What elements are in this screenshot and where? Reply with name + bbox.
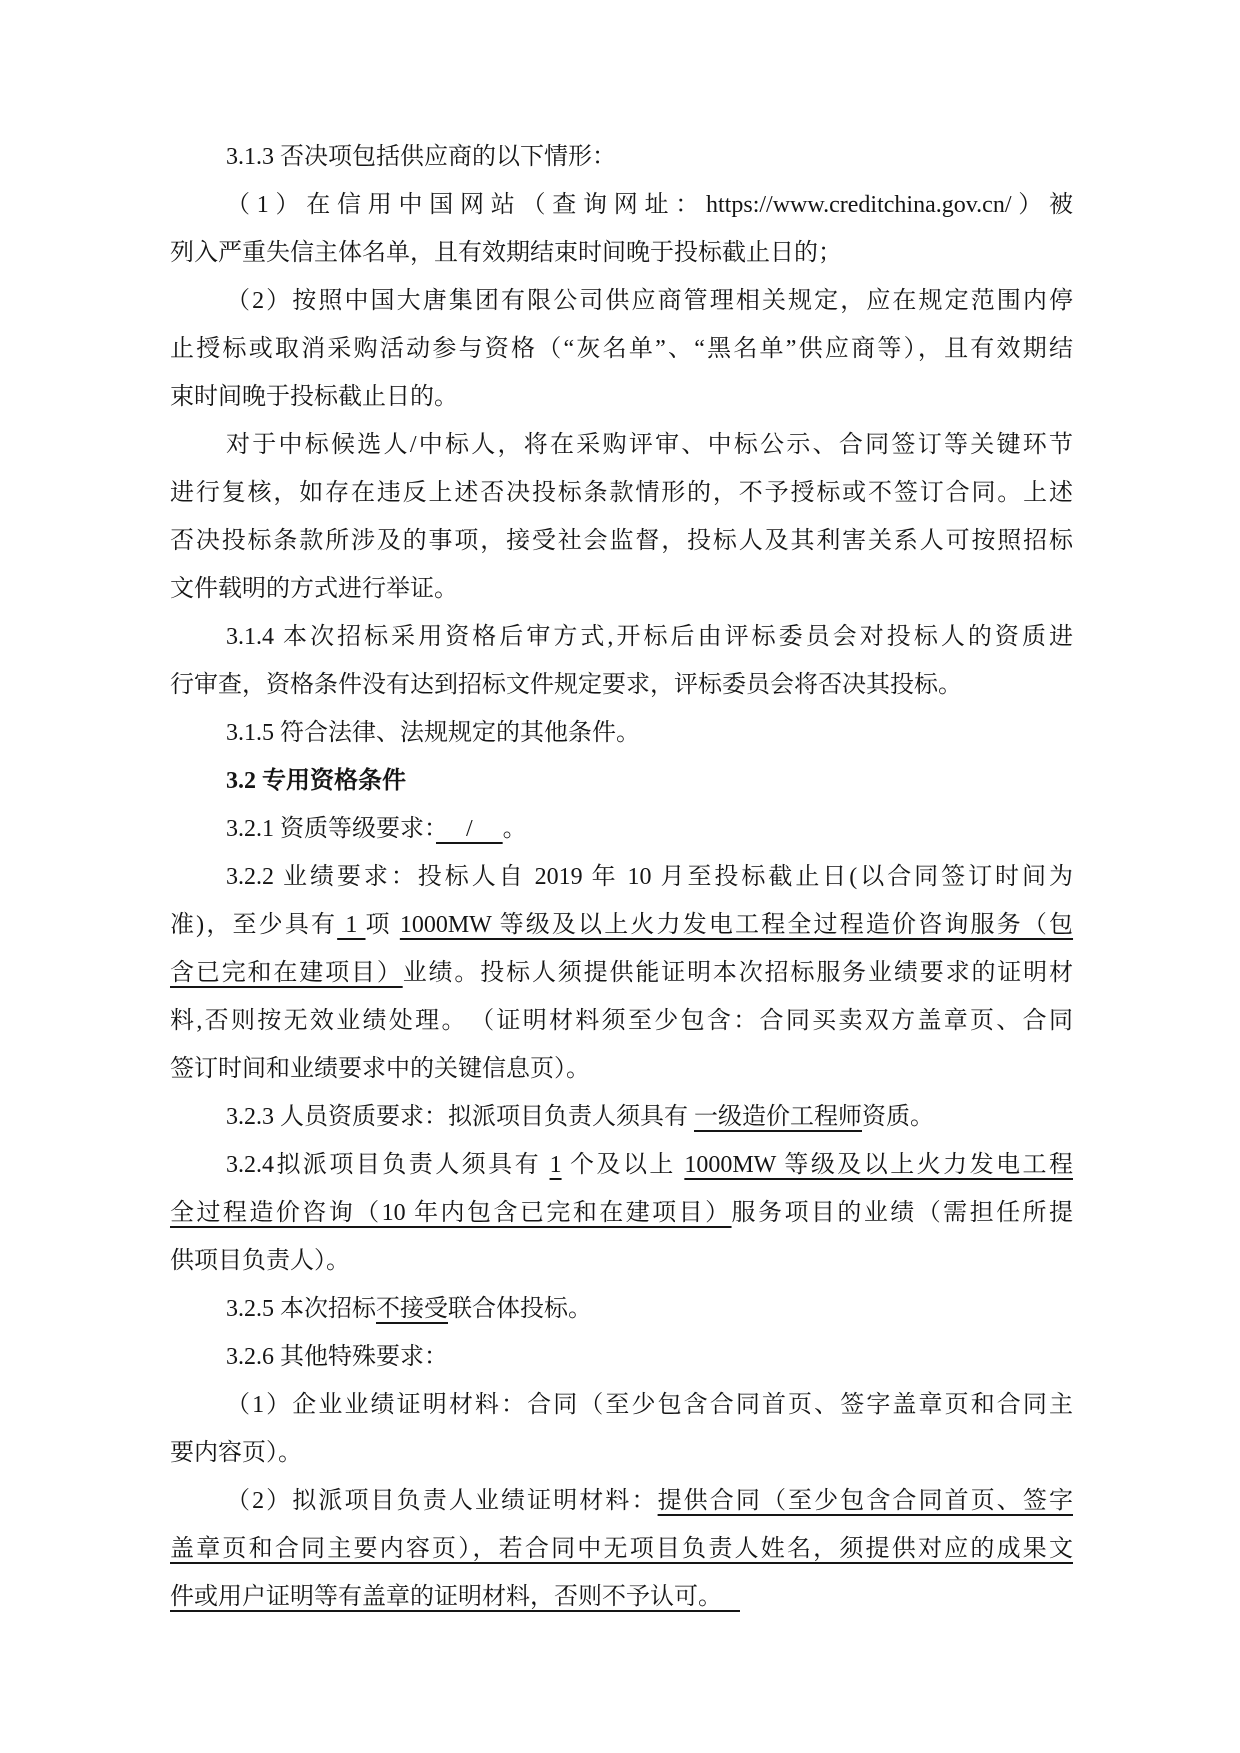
underlined-text: 1 xyxy=(337,912,366,938)
underlined-text: 提供合同（至少包含合同首页、签字 xyxy=(657,1488,1073,1514)
document-line xyxy=(170,565,1073,613)
text-run: 。 xyxy=(502,816,527,842)
text-run: 3.2.3 人员资质要求：拟派项目负责人须具有 xyxy=(226,1104,694,1130)
document-line xyxy=(170,469,1073,517)
text-run: 束时间晚于投标截止日的。 xyxy=(170,384,458,410)
text-run: 否决投标条款所涉及的事项，接受社会监督，投标人及其利害关系人可按照招标 xyxy=(170,528,1073,554)
document-line xyxy=(170,517,1073,565)
text-run: 签订时间和业绩要求中的关键信息页）。 xyxy=(170,1056,590,1082)
document-line xyxy=(170,1189,1073,1237)
document-line xyxy=(170,133,1073,181)
text-run: 业绩。投标人须提供能证明本次招标服务业绩要求的证明材 xyxy=(402,960,1074,986)
document-line xyxy=(170,613,1073,661)
document-line xyxy=(170,1237,1073,1285)
underlined-text: 盖章页和合同主要内容页），若合同中无项目负责人姓名，须提供对应的成果文 xyxy=(170,1536,1073,1562)
text-run: 料,否则按无效业绩处理。 （证明材料须至少包含：合同买卖双方盖章页、合同 xyxy=(170,1008,1073,1034)
document-line xyxy=(170,1333,1073,1381)
underlined-text: 件或用户证明等有盖章的证明材料，否则不予认可。 xyxy=(170,1584,740,1610)
text-run: 3.1.3 否决项包括供应商的以下情形： xyxy=(226,144,616,170)
text-run: 资质。 xyxy=(862,1104,934,1130)
document-line xyxy=(170,1429,1073,1477)
document-line xyxy=(170,229,1073,277)
text-run: 3.2.2 业绩要求：投标人自 2019 年 10 月至投标截止日(以合同签订时间为 xyxy=(226,864,1073,890)
document-line xyxy=(170,805,1073,853)
text-run: （1）在信用中国网站（查询网址：https://www.creditchina.gov.cn/）被 xyxy=(226,192,1073,218)
text-run: 列入严重失信主体名单，且有效期结束时间晚于投标截止日的； xyxy=(170,240,842,266)
underlined-text: 全过程造价咨询（10 年内包含已完和在建项目） xyxy=(170,1200,732,1226)
document-line xyxy=(170,1525,1073,1573)
underlined-text: 1000MW 等级及以上火力发电工程全过程造价咨询服务（包 xyxy=(399,912,1074,938)
text-run: 3.1.5 符合法律、法规规定的其他条件。 xyxy=(226,720,640,746)
underlined-text: 一级造价工程师 xyxy=(694,1104,862,1130)
text-run: 对于中标候选人/中标人，将在采购评审、中标公示、合同签订等关键环节 xyxy=(226,432,1073,458)
document-line xyxy=(170,709,1073,757)
text-run: 进行复核，如存在违反上述否决投标条款情形的，不予授标或不签订合同。上述 xyxy=(170,480,1073,506)
text-run: 个及以上 xyxy=(561,1152,685,1178)
document-line xyxy=(170,1573,1073,1621)
text-run: （2）按照中国大唐集团有限公司供应商管理相关规定，应在规定范围内停 xyxy=(226,288,1073,314)
text-run: 3.2.1 资质等级要求： xyxy=(226,816,436,842)
text-run: （2）拟派项目负责人业绩证明材料： xyxy=(226,1488,658,1514)
document-line xyxy=(170,661,1073,709)
text-run: 3.2.4拟派项目负责人须具有 xyxy=(226,1152,550,1178)
text-run: 供项目负责人）。 xyxy=(170,1248,350,1274)
document-line xyxy=(170,181,1073,229)
text-run: 行审查，资格条件没有达到招标文件规定要求，评标委员会将否决其投标。 xyxy=(170,672,962,698)
document-line xyxy=(170,373,1073,421)
document-line xyxy=(170,853,1073,901)
text-run: 项 xyxy=(365,912,400,938)
document-line xyxy=(170,421,1073,469)
document-line xyxy=(170,949,1073,997)
heading-text: 3.2 专用资格条件 xyxy=(226,768,406,794)
text-run: 联合体投标。 xyxy=(448,1296,592,1322)
document-line xyxy=(170,1381,1073,1429)
document-line xyxy=(170,997,1073,1045)
text-run: 3.2.5 本次招标 xyxy=(226,1296,376,1322)
underlined-text: 1000MW 等级及以上火力发电工程 xyxy=(684,1152,1073,1178)
underlined-text: / xyxy=(436,816,503,842)
text-run: 3.1.4 本次招标采用资格后审方式,开标后由评标委员会对投标人的资质进 xyxy=(226,624,1073,650)
document-line xyxy=(170,1477,1073,1525)
text-run: （1）企业业绩证明材料：合同（至少包含合同首页、签字盖章页和合同主 xyxy=(226,1392,1073,1418)
text-run: 止授标或取消采购活动参与资格（“灰名单”、“黑名单”供应商等），且有效期结 xyxy=(170,336,1073,362)
document-line xyxy=(170,1141,1073,1189)
document-line xyxy=(170,325,1073,373)
document-line xyxy=(170,277,1073,325)
document-line xyxy=(170,1045,1073,1093)
document-body xyxy=(170,133,1073,1621)
underlined-text: 含已完和在建项目） xyxy=(170,960,403,986)
text-run: 服务项目的业绩（需担任所提 xyxy=(731,1200,1074,1226)
document-line xyxy=(170,757,1073,805)
text-run: 文件载明的方式进行举证。 xyxy=(170,576,458,602)
text-run: 要内容页）。 xyxy=(170,1440,302,1466)
underlined-text: 不接受 xyxy=(376,1296,448,1322)
document-line xyxy=(170,1093,1073,1141)
text-run: 准)，至少具有 xyxy=(170,912,338,938)
document-line xyxy=(170,901,1073,949)
text-run: 3.2.6 其他特殊要求： xyxy=(226,1344,448,1370)
underlined-text: 1 xyxy=(549,1152,562,1178)
document-line xyxy=(170,1285,1073,1333)
